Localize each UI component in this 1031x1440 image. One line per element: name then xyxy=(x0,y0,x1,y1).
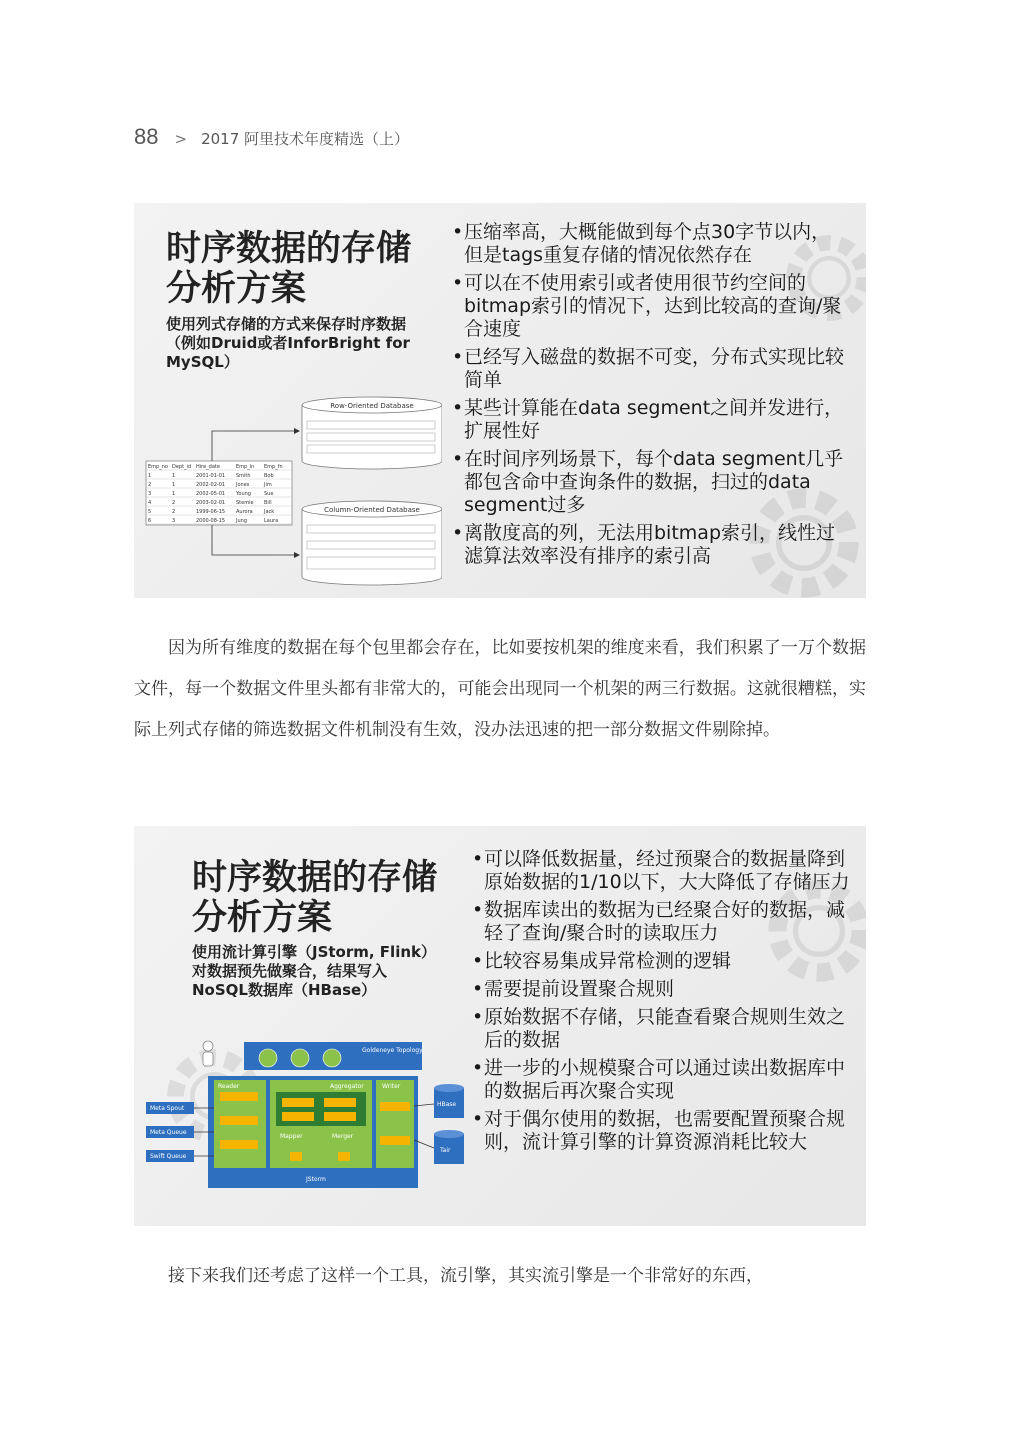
table-cell: 2002-05-01 xyxy=(196,491,226,497)
table-cell: Bob xyxy=(264,473,274,479)
table-header-cell: Dept_id xyxy=(172,464,192,470)
slide-title-line: 时序数据的存储 xyxy=(192,858,438,898)
header-separator: > xyxy=(174,130,188,148)
table-cell: 2002-02-01 xyxy=(196,482,226,488)
bullet-item: • 可以降低数据量，经过预聚合的数据量降到原始数据的1/10以下，大大降低了存储压力 xyxy=(472,848,857,894)
book-title: 2017 阿里技术年度精选（上） xyxy=(201,130,410,148)
bullet-item: • 已经写入磁盘的数据不可变，分布式实现比较简单 xyxy=(452,346,847,392)
mapper-label: Mapper xyxy=(280,1133,303,1140)
bullet-item: • 在时间序列场景下，每个data segment几乎都包含命中查询条件的数据，扫过的data segment过多 xyxy=(452,448,847,517)
bullet-item: • 压缩率高，大概能做到每个点30字节以内，但是tags重复存储的情况依然存在 xyxy=(452,221,847,267)
table-cell: Stemle xyxy=(236,500,254,506)
bullet-item: • 原始数据不存储，只能查看聚合规则生效之后的数据 xyxy=(472,1006,857,1052)
bullet-item: • 某些计算能在data segment之间并发进行，扩展性好 xyxy=(452,397,847,443)
writer-label: Writer xyxy=(382,1083,401,1090)
table-cell: 2003-02-01 xyxy=(196,500,226,506)
slide-title xyxy=(166,229,411,309)
col-db-label: Column-Oriented Database xyxy=(324,506,420,514)
slide-title-line: 分析方案 xyxy=(192,898,333,938)
storage-diagram xyxy=(142,393,442,593)
body-paragraph xyxy=(134,628,866,751)
bullet-item: • 数据库读出的数据为已经聚合好的数据，减轻了查询/聚合时的读取压力 xyxy=(472,899,857,945)
sink-label: Tair xyxy=(440,1147,451,1154)
table-cell: 1 xyxy=(172,482,176,488)
bullet-item: • 离散度高的列，无法用bitmap索引，线性过滤算法效率没有排序的索引高 xyxy=(452,522,847,568)
table-cell: Jung xyxy=(236,518,247,524)
merger-label: Merger xyxy=(332,1133,354,1140)
page-number: 88 xyxy=(134,124,159,149)
table-cell: 6 xyxy=(148,518,152,524)
table-cell: 5 xyxy=(148,509,152,515)
jstorm-label: JStorm xyxy=(306,1176,326,1183)
slide-columnar-storage xyxy=(134,203,866,598)
reader-label: Reader xyxy=(218,1083,240,1090)
running-header xyxy=(134,124,409,154)
slide-bullet-list xyxy=(472,848,857,1159)
slide-stream-aggregation xyxy=(134,826,866,1226)
slide-title xyxy=(192,858,437,938)
user-icon xyxy=(203,1041,213,1066)
table-cell: 2000-08-15 xyxy=(196,518,226,524)
slide-title-line: 时序数据的存储 xyxy=(166,229,412,269)
table-cell: 4 xyxy=(148,500,152,506)
table-cell: 3 xyxy=(148,491,152,497)
table-cell: Laura xyxy=(264,518,279,524)
body-paragraph xyxy=(134,1256,866,1297)
table-cell: Sue xyxy=(264,491,274,497)
table-cell: Bill xyxy=(264,500,272,506)
table-cell: 2001-01-01 xyxy=(196,473,226,479)
table-cell: 1 xyxy=(172,491,176,497)
paragraph-text: 接下来我们还考虑了这样一个工具，流引擎，其实流引擎是一个非常好的东西， xyxy=(168,1266,763,1286)
column-oriented-db xyxy=(302,501,442,585)
table-cell: Young xyxy=(236,491,251,497)
bullet-item: • 对于偶尔使用的数据，也需要配置预聚合规则，流计算引擎的计算资源消耗比较大 xyxy=(472,1108,857,1154)
table-cell: Jack xyxy=(264,509,275,515)
slide-subtitle: 使用列式存储的方式来保存时序数据（例如Druid或者InforBright for MySQL） xyxy=(166,315,410,371)
jstorm-diagram xyxy=(142,1036,477,1196)
sink-label: HBase xyxy=(437,1101,457,1108)
sink-databases xyxy=(434,1084,464,1164)
topology-label: Goldeneye Topology xyxy=(362,1047,423,1054)
table-cell: 2 xyxy=(148,482,152,488)
arrow-to-row-db xyxy=(212,431,294,461)
source-label: Swift Queue xyxy=(150,1153,187,1160)
source-label: Meta Queue xyxy=(150,1129,187,1136)
arrow-to-col-db xyxy=(212,525,294,555)
table-cell: 1999-06-15 xyxy=(196,509,226,515)
table-cell: Jim xyxy=(264,482,272,488)
row-oriented-db xyxy=(302,397,442,469)
table-header-cell: Emp_no xyxy=(148,464,168,470)
source-queues xyxy=(146,1102,194,1162)
slide-title-line: 分析方案 xyxy=(166,269,307,309)
table-cell: 2 xyxy=(172,500,176,506)
table-cell: Jones xyxy=(236,482,250,488)
slide-subtitle: 使用流计算引擎（JStorm, Flink）对数据预先做聚合，结果写入NoSQL数据库（HBase） xyxy=(192,943,436,999)
slide-bullet-list xyxy=(452,221,847,573)
table-cell: 3 xyxy=(172,518,176,524)
table-cell: 1 xyxy=(148,473,152,479)
table-header-cell: Hire_date xyxy=(196,464,220,470)
source-label: Meta Spout xyxy=(150,1105,185,1112)
bullet-item: • 比较容易集成异常检测的逻辑 xyxy=(472,950,857,973)
table-cell: Aurora xyxy=(236,509,253,515)
bullet-item: • 进一步的小规模聚合可以通过读出数据库中的数据后再次聚合实现 xyxy=(472,1057,857,1103)
table-header-cell: Emp_ln xyxy=(236,464,255,470)
table-cell: 1 xyxy=(172,473,176,479)
table-cell: Smith xyxy=(236,473,251,479)
bullet-item: • 可以在不使用索引或者使用很节约空间的bitmap索引的情况下，达到比较高的查询/聚合速度 xyxy=(452,272,847,341)
bullet-item: • 需要提前设置聚合规则 xyxy=(472,978,857,1001)
writer-block xyxy=(376,1080,414,1168)
source-table xyxy=(146,461,292,525)
table-header-cell: Emp_fn xyxy=(264,464,283,470)
aggregator-label: Aggregator xyxy=(330,1083,364,1090)
table-cell: 2 xyxy=(172,509,176,515)
paragraph-text: 因为所有维度的数据在每个包里都会存在，比如要按机架的维度来看，我们积累了一万个数据文件，每一个数据文件里头都有非常大的，可能会出现同一个机架的两三行数据。这就很糟糕，实际上列式存储的筛选数据文件机制没有生效，没办法迅速的把一部分数据文件剔除掉。 xyxy=(134,638,866,740)
row-db-label: Row-Oriented Database xyxy=(330,402,414,410)
